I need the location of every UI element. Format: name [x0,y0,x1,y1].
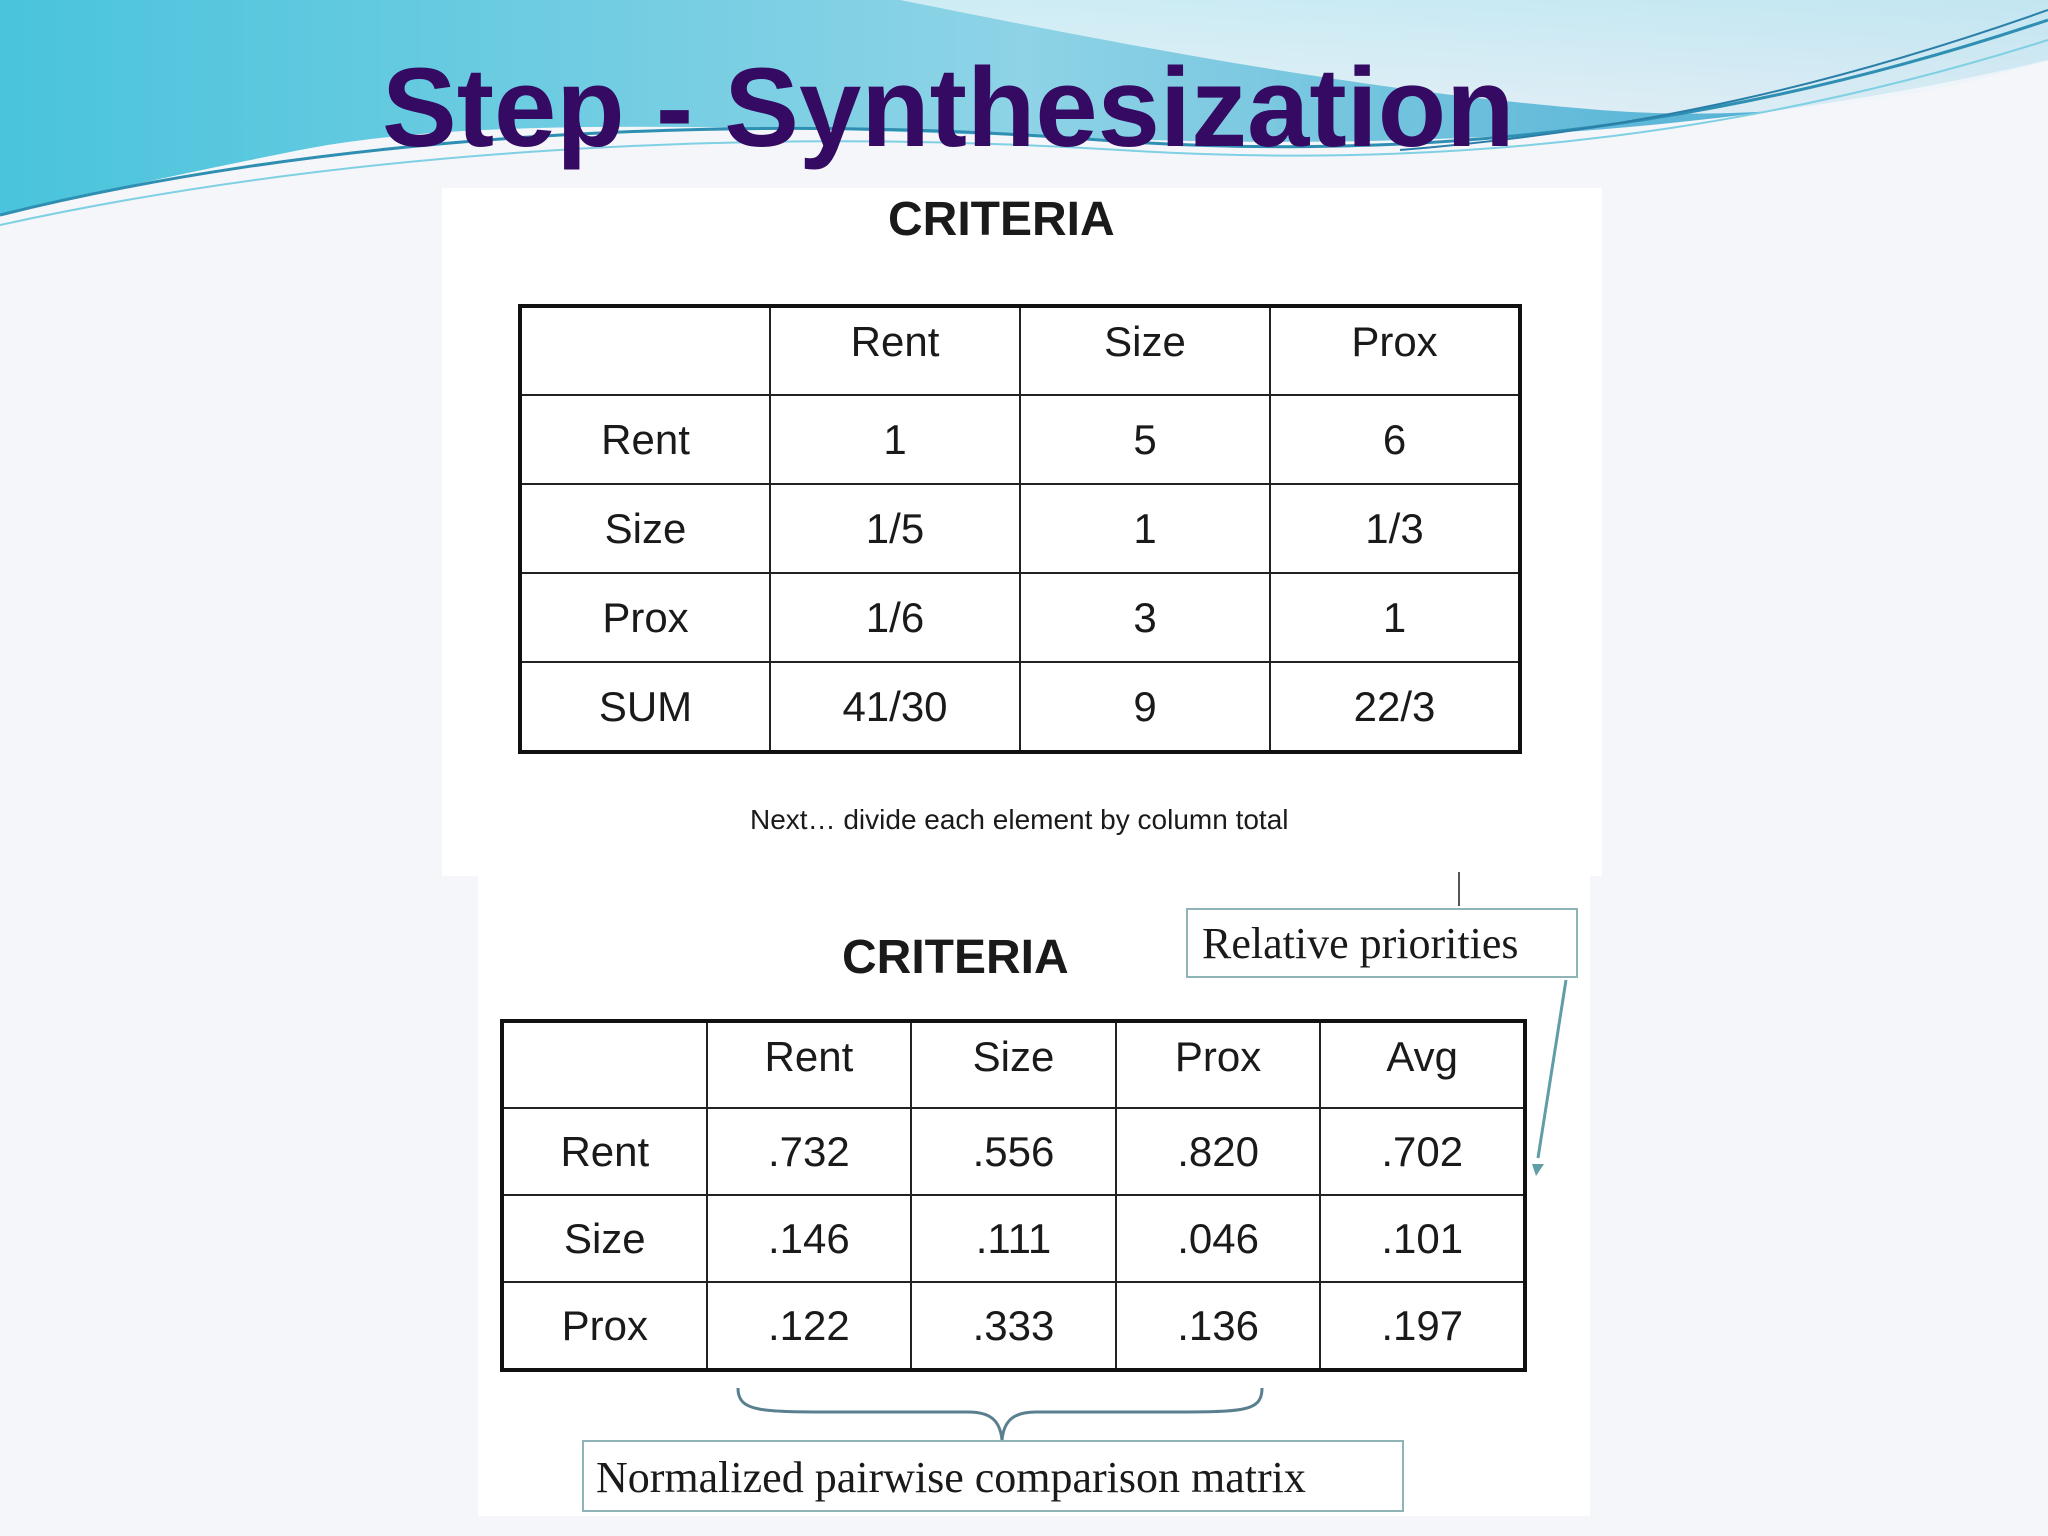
table-cell: .046 [1116,1195,1321,1282]
table-cell: 1/5 [770,484,1020,573]
normalized-matrix-table [500,1019,1527,1372]
instruction-note: Next… divide each element by column total [750,804,1289,835]
pairwise-comparison-table [518,304,1522,754]
column-header-size: Size [911,1021,1116,1108]
criteria-heading-bottom: CRITERIA [842,931,1069,984]
table-row [502,1108,1525,1195]
table-cell: 6 [1270,395,1520,484]
table-cell: .136 [1116,1282,1321,1370]
row-label: Prox [502,1282,707,1370]
row-label: Size [520,484,770,573]
row-label: Prox [520,573,770,662]
table-header-row [520,306,1520,395]
corner-cell [520,306,770,395]
column-header-size: Size [1020,306,1270,395]
table-cell-avg: .197 [1320,1282,1525,1370]
normalized-matrix-callout: Normalized pairwise comparison matrix [582,1440,1404,1512]
table-row [520,573,1520,662]
table-cell: .146 [707,1195,912,1282]
row-label: Rent [520,395,770,484]
table-row-sum [520,662,1520,752]
table-cell: 1/6 [770,573,1020,662]
row-label: Rent [502,1108,707,1195]
table-cell: 1/3 [1270,484,1520,573]
table-cell: 1 [1270,573,1520,662]
column-header-avg: Avg [1320,1021,1525,1108]
column-header-rent: Rent [770,306,1020,395]
table-row [502,1282,1525,1370]
table-cell: 5 [1020,395,1270,484]
table-row [520,395,1520,484]
table-cell: .820 [1116,1108,1321,1195]
table-cell-avg: .702 [1320,1108,1525,1195]
table-cell: 3 [1020,573,1270,662]
table-row [520,484,1520,573]
relative-priorities-callout: Relative priorities [1186,908,1578,978]
criteria-heading-top: CRITERIA [888,193,1115,246]
table-row [502,1195,1525,1282]
column-header-prox: Prox [1116,1021,1321,1108]
table-cell: .122 [707,1282,912,1370]
table-cell: 22/3 [1270,662,1520,752]
table-cell: 1 [1020,484,1270,573]
column-header-rent: Rent [707,1021,912,1108]
table-cell: .111 [911,1195,1116,1282]
table-cell: .556 [911,1108,1116,1195]
table-cell-avg: .101 [1320,1195,1525,1282]
row-label: Size [502,1195,707,1282]
table-cell: 41/30 [770,662,1020,752]
table-cell: .333 [911,1282,1116,1370]
table-cell: 1 [770,395,1020,484]
corner-cell [502,1021,707,1108]
table-cell: .732 [707,1108,912,1195]
table-header-row [502,1021,1525,1108]
table-cell: 9 [1020,662,1270,752]
row-label: SUM [520,662,770,752]
column-header-prox: Prox [1270,306,1520,395]
slide-title: Step - Synthesization [382,45,1515,170]
